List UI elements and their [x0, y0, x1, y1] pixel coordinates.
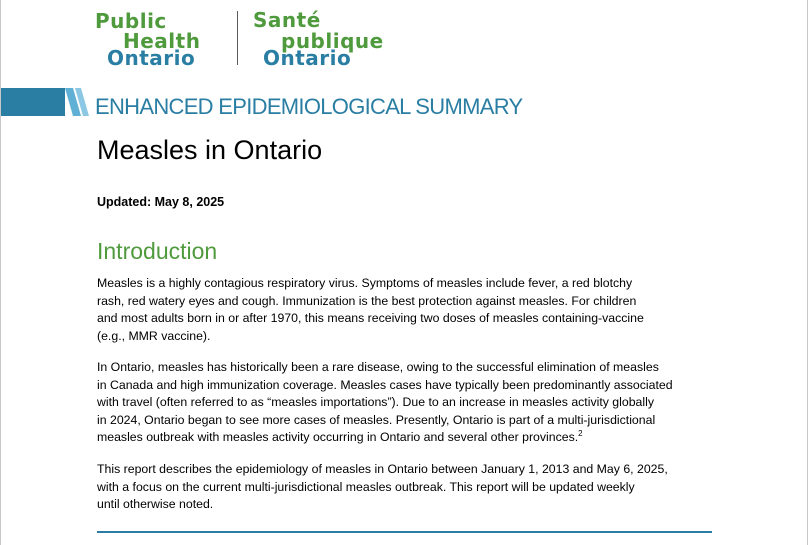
paragraph-line: rash, red watery eyes and cough. Immunization is the best protection against measles. For children	[97, 293, 637, 308]
paragraph-line: (e.g., MMR vaccine).	[97, 328, 211, 343]
footnote-marker[interactable]: 2	[578, 429, 583, 438]
logo-en-line3: Ontario	[107, 46, 196, 70]
logo-en-line2: Health	[123, 29, 201, 53]
section-heading-introduction: Introduction	[97, 238, 218, 264]
series-heading: ENHANCED EPIDEMIOLOGICAL SUMMARY	[95, 94, 523, 119]
page-title: Measles in Ontario	[97, 135, 323, 165]
paragraph-line: in Canada and high immunization coverage. Measles cases have typically been predominantly associated	[97, 377, 673, 392]
paragraph-line: with travel (often referred to as “measles importations”). Due to an increase in measles activity globally	[97, 395, 655, 409]
logo-fr-line2: publique	[281, 29, 384, 53]
logo-en-line1: Public	[95, 9, 167, 33]
logo-fr-line3: Ontario	[263, 46, 352, 70]
paragraph-line-text: measles outbreak with measles activity occurring in Ontario and several other provinces.	[97, 430, 579, 444]
updated-date: Updated: May 8, 2025	[97, 195, 225, 209]
logo-divider	[237, 11, 238, 65]
public-health-ontario-logo	[95, 7, 395, 69]
logo-fr-line1: Santé	[253, 8, 321, 32]
paragraph-line: This report describes the epidemiology of measles in Ontario between January 1, 2013 and May 6, 2025,	[97, 462, 668, 476]
paragraph-line: and most adults born in or after 1970, this means receiving two doses of measles containing-vaccine	[97, 311, 644, 325]
paragraph-1	[97, 275, 727, 345]
paragraph-line: with a focus on the current multi-jurisdictional measles outbreak. This report will be updated weekly	[97, 479, 635, 494]
paragraph-line-with-footnote	[97, 429, 727, 447]
section-divider	[97, 531, 712, 533]
paragraph-3	[97, 461, 727, 514]
paragraph-line: until otherwise noted.	[97, 497, 214, 511]
paragraph-line: Measles is a highly contagious respiratory virus. Symptoms of measles include fever, a red blotchy	[97, 276, 633, 290]
paragraph-line: In Ontario, measles has historically been a rare disease, owing to the successful elimination of measles	[97, 360, 659, 374]
banner-stripe-graphic	[1, 88, 96, 116]
paragraph-2	[97, 359, 727, 447]
paragraph-line: in 2024, Ontario began to see more cases of measles. Presently, Ontario is part of a multi-jurisdictional	[97, 412, 656, 427]
